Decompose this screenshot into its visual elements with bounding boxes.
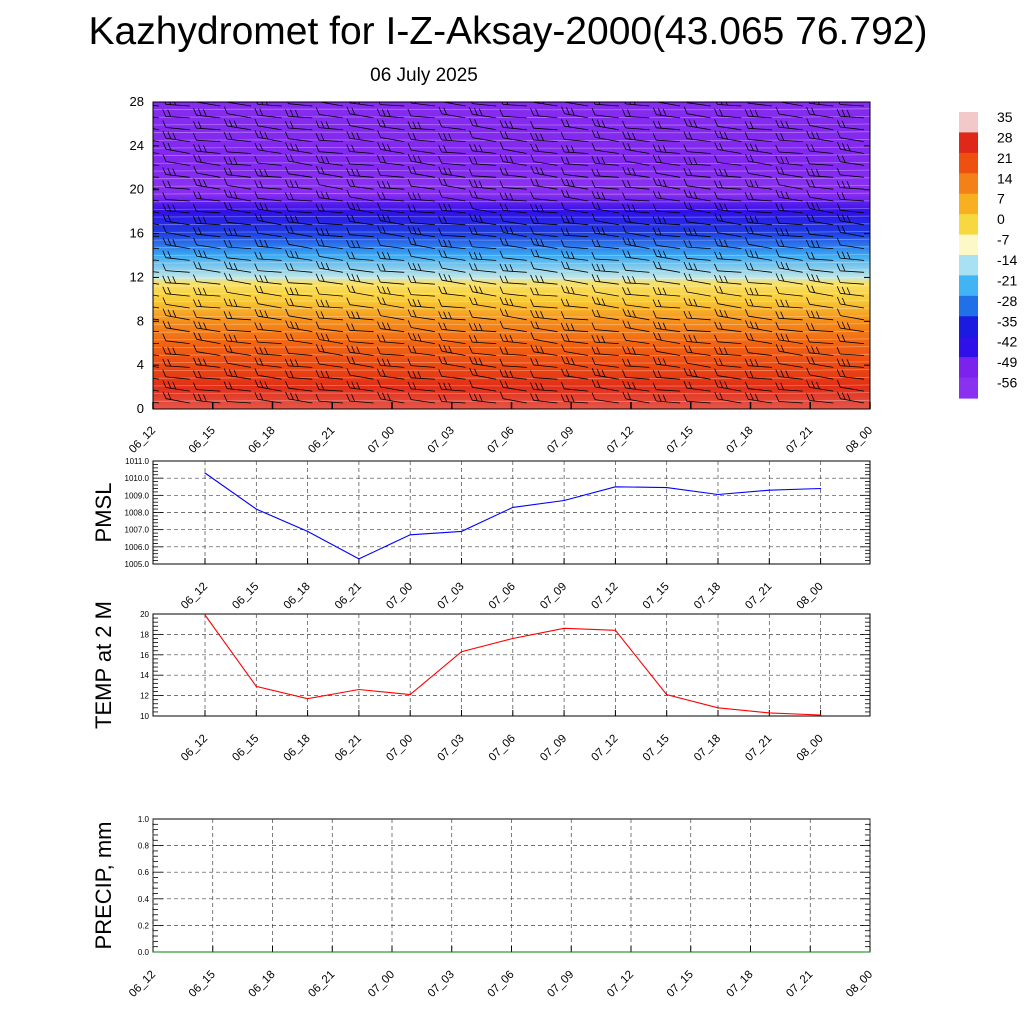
colorbar-segment [959,112,978,133]
x-tick-label: 08_00 [794,580,826,612]
data-point [256,686,257,687]
x-tick-label: 07_03 [425,424,457,456]
y-tick-label: 24 [129,137,144,153]
data-point [615,486,616,487]
y-axis-title: PRECIP, mm [91,821,116,950]
x-tick-label: 06_21 [306,968,338,1000]
wind-barb-flag [132,285,135,292]
x-tick-label: 07_18 [692,580,724,612]
wind-barb-flag [132,169,135,176]
colorbar-label: -21 [997,272,1018,289]
y-tick-label: 1008.0 [124,508,149,518]
data-point [272,951,273,952]
data-point [564,628,565,629]
colorbar-segment [959,214,978,235]
y-axis-title: TEMP at 2 M [91,601,116,729]
colorbar-label: -35 [997,313,1018,330]
wind-barb-flag [132,119,135,126]
colorbar-label: -14 [997,252,1018,268]
x-tick-label: 07_15 [664,424,696,456]
y-tick-label: 4 [136,357,144,373]
wind-barb-flag [137,169,140,176]
wind-barb-flag [137,381,140,388]
pmsl-panel [91,457,870,612]
data-point [358,558,359,559]
x-tick-label: 07_03 [435,732,467,764]
data-point [666,487,667,488]
colorbar [959,109,1017,399]
colorbar-segment [959,153,978,174]
wind-barb-flag [224,95,227,102]
data-point [571,951,572,952]
x-tick-label: 08_00 [844,424,876,456]
colorbar-segment [959,296,978,317]
data-point [461,651,462,652]
x-tick-label: 06_12 [127,968,159,1000]
colorbar-segment [959,378,978,399]
x-tick-label: 06_21 [332,580,365,612]
wind-barb-flag [142,336,145,343]
colorbar-label: 21 [997,149,1013,166]
x-tick-label: 06_12 [179,732,211,764]
data-point [152,951,153,952]
colorbar-segment [959,173,978,194]
y-tick-label: 20 [140,610,149,619]
wind-barb-flag [132,157,135,164]
x-tick-label: 07_06 [485,424,517,456]
data-point [512,638,513,639]
data-point [410,534,411,535]
x-tick-label: 07_15 [640,580,672,612]
data-point [630,951,631,952]
y-tick-label: 0.2 [137,921,149,931]
data-point [451,951,452,952]
x-tick-label: 07_18 [724,424,756,456]
x-tick-label: 06_18 [246,968,278,1000]
data-point [820,714,821,715]
wind-barb-flag [137,240,140,247]
y-tick-label: 0.6 [137,868,149,878]
wind-barb-flag [654,95,657,102]
colorbar-label: -42 [997,333,1018,350]
y-tick-label: 28 [129,94,144,109]
x-tick-label: 07_00 [366,424,398,456]
data-point [690,951,691,952]
wind-barb-flag [137,157,140,164]
wind-barb-flag [132,252,135,259]
colorbar-label: -49 [997,354,1018,371]
colorbar-segment [959,337,978,358]
y-tick-label: 1007.0 [124,525,149,535]
x-tick-label: 07_18 [692,732,724,764]
data-point [511,951,512,952]
wind-barb-flag [132,323,135,330]
data-point [256,509,257,510]
wind-barb-flag [132,214,135,221]
colorbar-segment [959,235,978,256]
wind-barb-flag [132,368,135,375]
y-tick-label: 0 [136,401,144,416]
wind-barb-flag [316,95,319,102]
colorbar-label: -7 [997,231,1010,248]
wind-barb-flag [132,380,135,387]
x-tick-label: 07_09 [545,968,577,1000]
x-tick-label: 07_12 [589,580,621,612]
wind-barb-flag [132,357,135,364]
x-tick-label: 07_21 [743,580,775,612]
x-tick-label: 07_12 [589,732,621,764]
colorbar-segment [959,316,978,337]
x-tick-label: 07_00 [384,580,416,612]
x-tick-label: 07_15 [640,732,672,764]
wind-barb-flag [562,95,565,102]
data-point [512,507,513,508]
x-tick-label: 06_15 [230,732,262,764]
data-point [820,488,821,489]
wind-barb-flag [776,95,779,102]
y-tick-label: 0.4 [137,894,149,904]
wind-barb-flag [132,131,135,138]
wind-barb-flag [137,347,140,354]
data-point [564,500,565,501]
colorbar-segment [959,255,978,276]
data-point [332,951,333,952]
wind-barb-flag [132,240,135,247]
data-point [358,689,359,690]
x-tick-label: 06_18 [281,580,313,612]
y-tick-label: 1.0 [137,815,149,824]
data-point [666,694,667,695]
x-tick-label: 06_12 [127,424,159,456]
x-tick-label: 07_12 [605,968,637,1000]
data-point [717,494,718,495]
x-tick-label: 07_09 [545,424,577,456]
x-tick-label: 07_12 [605,424,637,456]
wind-barb-flag [439,95,442,102]
wind-barb-flag [137,335,140,342]
x-tick-label: 06_21 [332,732,365,764]
y-tick-label: 1005.0 [124,560,149,569]
wind-barb-flag [142,299,145,306]
precip-panel [91,815,875,1000]
wind-barb-flag [137,119,140,126]
x-tick-label: 07_06 [485,968,517,1000]
y-tick-label: 20 [129,181,144,197]
colorbar-label: -56 [997,374,1018,391]
colorbar-segment [959,275,978,296]
y-tick-label: 16 [129,225,144,241]
wind-barb-flag [132,310,135,317]
x-tick-label: 06_21 [306,424,338,456]
x-tick-label: 07_06 [486,580,518,612]
data-point [769,712,770,713]
y-tick-label: 12 [140,691,149,701]
wind-barb-flag [142,120,145,127]
data-point [810,951,811,952]
wind-barb-flag [132,202,135,209]
data-point [869,951,870,952]
colorbar-label: -28 [997,292,1018,309]
y-tick-label: 12 [129,269,144,285]
y-tick-label: 18 [140,630,149,640]
wind-barb-flag [132,393,135,400]
wind-barb-flag [132,335,135,342]
x-tick-label: 08_00 [794,732,826,764]
cross-section-panel [127,94,875,456]
wind-barb-flag [137,203,140,210]
x-tick-label: 07_09 [538,580,570,612]
y-tick-label: 10 [140,712,149,721]
wind-barb-flag [137,298,140,305]
x-tick-label: 07_09 [538,732,570,764]
x-tick-label: 06_12 [179,580,211,612]
y-tick-label: 14 [140,671,149,681]
data-point [750,951,751,952]
colorbar-label: 7 [997,190,1005,207]
y-tick-label: 0.8 [137,841,149,851]
data-point [461,531,462,532]
x-tick-label: 08_00 [844,968,876,1000]
x-tick-label: 07_21 [784,968,816,1000]
x-tick-label: 07_00 [384,732,416,764]
y-tick-label: 1010.0 [124,474,149,484]
colorbar-segment [959,194,978,215]
chart-date: 06 July 2025 [370,65,478,86]
data-point [307,698,308,699]
wind-barb-flag [132,297,135,304]
colorbar-segment [959,132,978,153]
x-tick-label: 07_06 [486,732,518,764]
data-point [769,490,770,491]
data-point [212,951,213,952]
x-tick-label: 06_15 [186,968,218,1000]
colorbar-label: 0 [997,211,1005,228]
x-tick-label: 07_03 [435,580,467,612]
data-point [410,694,411,695]
y-tick-label: 0.0 [137,948,149,957]
data-point [204,472,205,473]
wind-barb-flag [531,95,534,102]
data-point [615,630,616,631]
x-tick-label: 07_18 [724,968,756,1000]
data-point [204,614,205,615]
x-tick-label: 07_03 [425,968,457,1000]
colorbar-label: 35 [997,109,1013,125]
colorbar-segment [959,357,978,378]
y-tick-label: 1006.0 [124,542,149,552]
x-tick-label: 06_15 [186,424,218,456]
chart-title: Kazhydromet for I-Z-Aksay-2000(43.065 76.792) [88,10,928,53]
data-point [717,707,718,708]
y-tick-label: 1009.0 [124,491,149,501]
x-tick-label: 07_15 [664,968,696,1000]
colorbar-label: 14 [997,170,1013,187]
x-tick-label: 06_18 [246,424,278,456]
x-tick-label: 07_00 [366,968,398,1000]
panel-frame [153,614,870,716]
y-tick-label: 1011.0 [125,457,149,466]
x-tick-label: 07_21 [784,424,816,456]
wind-barb-flag [142,157,145,164]
wind-barb-flag [132,346,135,353]
data-point [307,531,308,532]
x-tick-label: 07_21 [743,732,775,764]
y-tick-label: 8 [136,313,144,329]
colorbar-label: 28 [997,129,1013,146]
temp-2m-panel [91,601,870,764]
y-tick-label: 16 [140,650,149,660]
y-axis-title: PMSL [91,482,116,543]
x-tick-label: 06_18 [281,732,313,764]
data-point [391,951,392,952]
wind-barb-flag [194,95,197,102]
x-tick-label: 06_15 [230,580,262,612]
